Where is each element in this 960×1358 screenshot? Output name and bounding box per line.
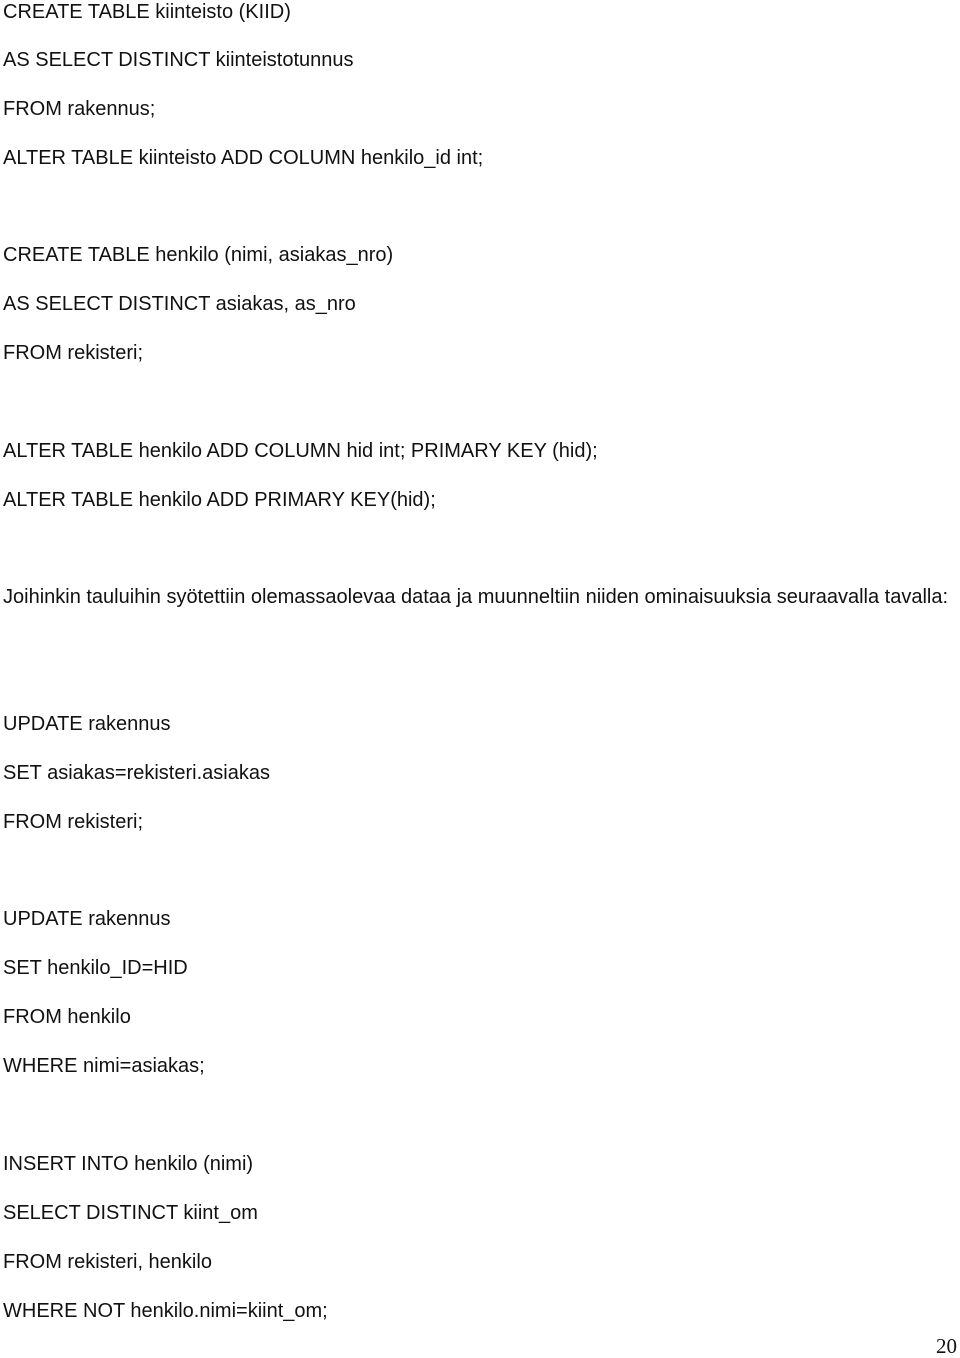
code-line: FROM rekisteri, henkilo bbox=[3, 1251, 212, 1273]
code-line: UPDATE rakennus bbox=[3, 713, 171, 735]
code-line: FROM rekisteri; bbox=[3, 342, 143, 364]
code-line: INSERT INTO henkilo (nimi) bbox=[3, 1153, 254, 1175]
code-line: SET henkilo_ID=HID bbox=[3, 957, 188, 979]
code-line: FROM rekisteri; bbox=[3, 811, 143, 833]
code-line: ALTER TABLE kiinteisto ADD COLUMN henkilo_id int; bbox=[3, 147, 484, 169]
code-line: SET asiakas=rekisteri.asiakas bbox=[3, 762, 270, 784]
code-line: ALTER TABLE henkilo ADD PRIMARY KEY(hid); bbox=[3, 489, 436, 511]
code-line: SELECT DISTINCT kiint_om bbox=[3, 1202, 258, 1224]
page-number: 20 bbox=[936, 1334, 957, 1358]
code-line: FROM henkilo bbox=[3, 1006, 131, 1028]
code-line: FROM rakennus; bbox=[3, 98, 156, 120]
code-line: CREATE TABLE kiinteisto (KIID) bbox=[3, 1, 291, 23]
code-line: ALTER TABLE henkilo ADD COLUMN hid int; PRIMARY KEY (hid); bbox=[3, 440, 598, 462]
body-paragraph: Joihinkin tauluihin syötettiin olemassaolevaa dataa ja muunneltiin niiden ominaisuuksia seuraavalla tavalla: bbox=[3, 586, 949, 608]
code-line: UPDATE rakennus bbox=[3, 908, 171, 930]
code-line: CREATE TABLE henkilo (nimi, asiakas_nro) bbox=[3, 244, 394, 266]
code-line: WHERE nimi=asiakas; bbox=[3, 1055, 205, 1077]
code-line: AS SELECT DISTINCT kiinteistotunnus bbox=[3, 49, 354, 71]
code-line: WHERE NOT henkilo.nimi=kiint_om; bbox=[3, 1300, 328, 1322]
code-line: AS SELECT DISTINCT asiakas, as_nro bbox=[3, 293, 356, 315]
